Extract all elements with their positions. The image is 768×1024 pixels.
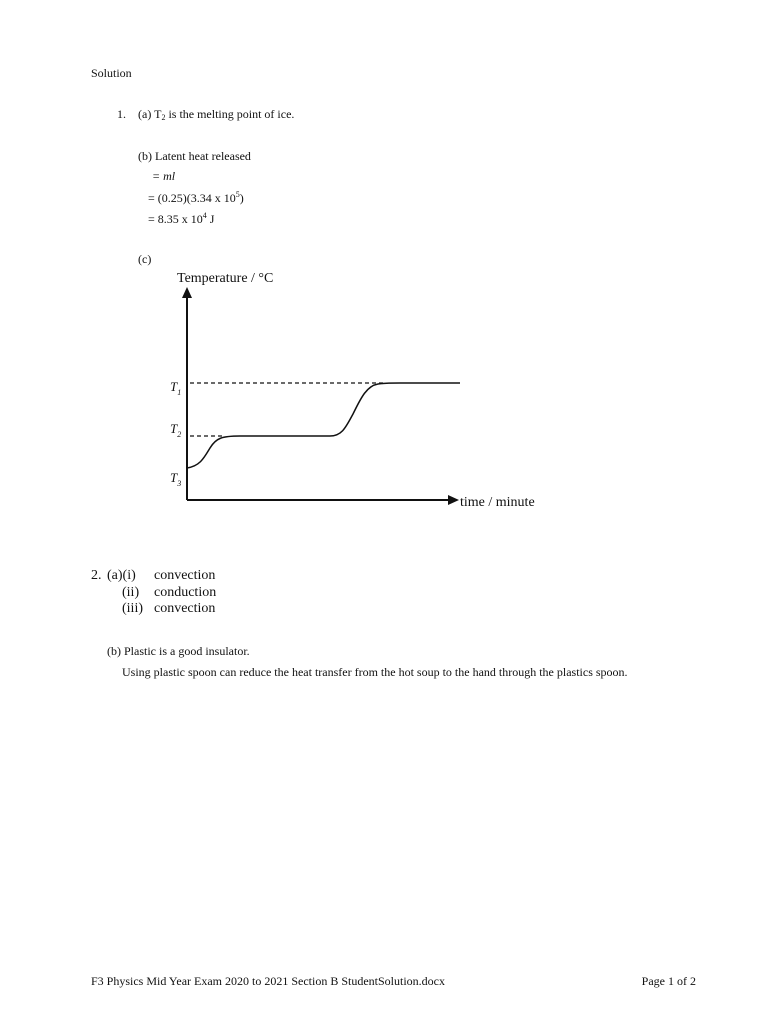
q2-number: 2.: [91, 568, 102, 583]
footer-filename: F3 Physics Mid Year Exam 2020 to 2021 Section B StudentSolution.docx: [91, 974, 446, 988]
q1-b-line3: [148, 211, 214, 227]
q2-a-iii-label: (iii): [122, 601, 143, 616]
q1-a-suffix: is the melting point of ice.: [165, 107, 295, 121]
tick-label-t1: $T_1$: [170, 379, 182, 397]
q1-b-line2: [148, 190, 244, 206]
q1-a-prefix: (a) T: [138, 107, 162, 121]
q1-part-c-label: (c): [138, 252, 152, 266]
page-heading: Solution: [91, 66, 132, 80]
q1-part-a: [138, 107, 294, 122]
x-axis-title: time / minute: [460, 495, 535, 510]
q2-a-ii-label: (ii): [122, 585, 140, 600]
q1-a-sub: 2: [161, 113, 166, 122]
q2-a-iii-text: convection: [154, 601, 216, 616]
tick-label-t3: $T_3$: [170, 470, 182, 488]
q2-b-line1: (b) Plastic is a good insulator.: [107, 644, 250, 658]
q1-b-line2-end: ): [239, 191, 244, 205]
q1-b-line2-sup: 5: [235, 190, 240, 199]
q1-number: 1.: [117, 107, 126, 121]
footer-page-number: Page 1 of 2: [641, 974, 696, 988]
temperature-curve: [187, 383, 460, 468]
q2-a-i-text: convection: [154, 568, 216, 583]
q1-b-line3-end: J: [206, 212, 215, 226]
q1-b-line1: = ml: [152, 169, 176, 183]
q2-b-line2: Using plastic spoon can reduce the heat transfer from the hot soup to the hand through the plastics spoon.: [122, 665, 628, 679]
q1-b-line2-text: = (0.25)(3.34 x 10: [148, 191, 236, 205]
temperature-time-graph: [160, 262, 560, 524]
y-axis-arrow: [182, 287, 192, 298]
tick-label-t2: $T_2$: [170, 421, 182, 439]
q1-b-line3-text: = 8.35 x 10: [148, 212, 203, 226]
q1-b-line3-sup: 4: [202, 211, 207, 220]
q2-a-i-label: (a)(i): [107, 568, 136, 583]
q2-a-ii-text: conduction: [154, 585, 217, 600]
x-axis-arrow: [448, 495, 459, 505]
y-axis-title: Temperature / °C: [177, 271, 274, 286]
q1-part-b-label: (b) Latent heat released: [138, 149, 251, 163]
